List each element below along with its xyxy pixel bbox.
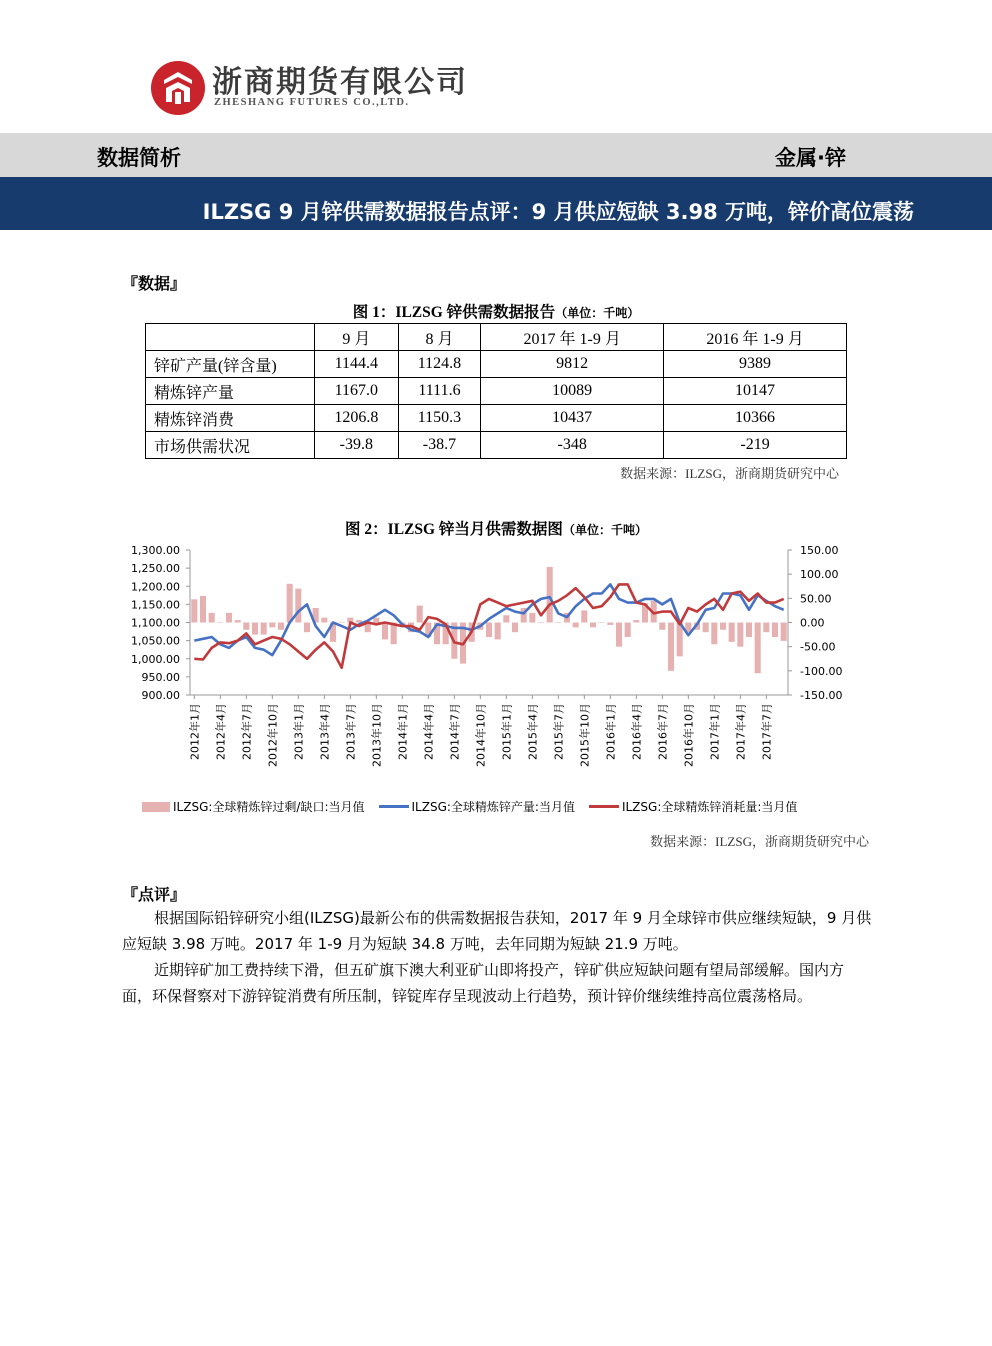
legend-swatch-bar — [142, 802, 170, 812]
bar-balance — [321, 618, 327, 623]
x-tick-label: 2013年10月 — [370, 703, 384, 767]
bar-balance — [235, 620, 241, 622]
bar-balance — [252, 623, 258, 635]
bar-balance — [599, 623, 605, 624]
chart-legend — [142, 798, 811, 815]
bar-balance — [200, 596, 206, 623]
bar-balance — [261, 623, 267, 635]
x-tick-label: 2016年1月 — [604, 703, 618, 760]
table-cell: 锌矿产量(锌含量) — [146, 351, 315, 378]
table-cell: 1167.0 — [315, 378, 399, 405]
x-tick-label: 2015年4月 — [526, 703, 540, 760]
x-tick-label: 2012年10月 — [266, 703, 280, 767]
x-tick-label: 2015年1月 — [500, 703, 514, 760]
table-cell: 1144.4 — [315, 351, 399, 378]
bar-balance — [573, 623, 579, 628]
bar-balance — [373, 618, 379, 623]
supply-demand-table — [145, 323, 847, 459]
table-cell: 1206.8 — [315, 405, 399, 432]
table-cell: -39.8 — [315, 432, 399, 459]
table-header-cell: 8 月 — [398, 324, 481, 351]
bar-balance — [287, 584, 293, 623]
x-tick-label: 2012年7月 — [240, 703, 254, 760]
x-tick-label: 2017年1月 — [708, 703, 722, 760]
table-cell: 10147 — [664, 378, 847, 405]
table-cell: 市场供需状况 — [146, 432, 315, 459]
category-label: 金属·锌 — [775, 146, 846, 170]
bar-balance — [295, 589, 301, 623]
left-tick-label: 950.00 — [141, 670, 180, 684]
bar-balance — [668, 623, 674, 671]
bar-balance — [590, 623, 596, 628]
table-row — [146, 351, 847, 378]
bar-balance — [269, 623, 275, 628]
report-type-label: 数据简析 — [97, 146, 181, 170]
bar-balance — [538, 623, 544, 624]
left-tick-label: 1,300.00 — [131, 544, 180, 557]
bar-balance — [781, 623, 787, 641]
right-tick-label: 50.00 — [800, 592, 832, 606]
bar-balance — [486, 623, 492, 638]
legend-label: ILZSG:全球精炼锌过剩/缺口:当月值 — [173, 800, 365, 814]
right-tick-label: 150.00 — [800, 544, 839, 557]
table-source-note: 数据来源：ILZSG，浙商期货研究中心 — [620, 466, 839, 481]
bar-balance — [191, 599, 197, 622]
x-tick-label: 2015年10月 — [578, 703, 592, 767]
left-tick-label: 1,250.00 — [131, 562, 180, 576]
bar-balance — [417, 606, 423, 623]
bar-balance — [616, 623, 622, 647]
bar-balance — [243, 623, 249, 630]
bar-balance — [607, 623, 613, 625]
x-tick-label: 2013年4月 — [318, 703, 332, 760]
table-header-cell — [146, 324, 315, 351]
right-tick-label: 0.00 — [800, 616, 825, 630]
left-tick-label: 1,150.00 — [131, 598, 180, 612]
company-logo — [150, 60, 206, 116]
bar-balance — [512, 623, 518, 633]
table-cell: 精炼锌消费 — [146, 405, 315, 432]
right-tick-label: -100.00 — [800, 664, 843, 678]
legend-item-balance — [142, 798, 365, 815]
right-tick-label: -150.00 — [800, 689, 843, 702]
table-cell: 9812 — [481, 351, 664, 378]
table-cell: 10089 — [481, 378, 664, 405]
line-production — [194, 584, 783, 655]
x-tick-label: 2014年10月 — [474, 703, 488, 767]
x-tick-label: 2014年1月 — [396, 703, 410, 760]
legend-item-production — [379, 798, 575, 815]
x-tick-label: 2016年7月 — [656, 703, 670, 760]
chart-source-note: 数据来源：ILZSG，浙商期货研究中心 — [650, 834, 869, 849]
table-cell: 精炼锌产量 — [146, 378, 315, 405]
x-tick-label: 2017年7月 — [760, 703, 774, 760]
x-tick-label: 2012年4月 — [214, 703, 228, 760]
table-header-cell: 2016 年 1-9 月 — [664, 324, 847, 351]
bar-balance — [711, 623, 717, 645]
table-cell: 10437 — [481, 405, 664, 432]
company-name-cn: 浙商期货有限公司 — [212, 65, 468, 100]
left-tick-label: 1,100.00 — [131, 616, 180, 630]
x-tick-label: 2015年7月 — [552, 703, 566, 760]
bar-balance — [503, 615, 509, 622]
table-row — [146, 378, 847, 405]
table-header-cell: 9 月 — [315, 324, 399, 351]
left-tick-label: 1,200.00 — [131, 580, 180, 594]
bar-balance — [495, 623, 501, 640]
right-tick-label: -50.00 — [800, 640, 836, 654]
legend-item-consumption — [589, 798, 797, 815]
bar-balance — [382, 623, 388, 640]
supply-demand-chart — [120, 540, 872, 795]
table-cell: 1111.6 — [398, 378, 481, 405]
bar-balance — [720, 623, 726, 630]
bar-balance — [581, 610, 587, 622]
bar-balance — [659, 623, 665, 630]
table-cell: 1124.8 — [398, 351, 481, 378]
bar-balance — [217, 623, 223, 624]
comment-paragraph: 根据国际铅锌研究小组(ILZSG)最新公布的供需数据报告获知，2017 年 9 月全球锌市供应继续短缺，9 月供应短缺 3.98 万吨。2017 年 1-9 月为短缺 34.8 万吨，去年同期为短缺 21.9 万吨。 — [122, 909, 872, 953]
bar-balance — [555, 623, 561, 624]
table-header-row — [146, 324, 847, 351]
bar-balance — [763, 623, 769, 633]
x-tick-label: 2016年10月 — [682, 703, 696, 767]
bar-balance — [633, 620, 639, 622]
section-heading-comment: 『点评』 — [122, 885, 187, 904]
bar-balance — [703, 623, 709, 633]
table-cell: -348 — [481, 432, 664, 459]
bar-balance — [625, 623, 631, 638]
bar-balance — [755, 623, 761, 674]
table-cell: -38.7 — [398, 432, 481, 459]
x-tick-label: 2014年7月 — [448, 703, 462, 760]
table-cell: 10366 — [664, 405, 847, 432]
legend-swatch-line — [379, 805, 409, 808]
bar-balance — [278, 623, 284, 630]
bar-balance — [304, 623, 310, 633]
company-name-en: ZHESHANG FUTURES CO.,LTD. — [214, 97, 410, 108]
x-tick-label: 2013年7月 — [344, 703, 358, 760]
chart-caption: 图 2：ILZSG 锌当月供需数据图（单位：千吨） — [345, 521, 647, 538]
x-tick-label: 2013年1月 — [292, 703, 306, 760]
legend-label: ILZSG:全球精炼锌消耗量:当月值 — [621, 800, 798, 814]
bar-balance — [746, 623, 752, 638]
table-header-cell: 2017 年 1-9 月 — [481, 324, 664, 351]
table-caption: 图 1：ILZSG 锌供需数据报告（单位：千吨） — [352, 304, 640, 321]
comment-paragraph: 近期锌矿加工费持续下滑，但五矿旗下澳大利亚矿山即将投产，锌矿供应短缺问题有望局部缓解。国内方面，环保督察对下游锌锭消费有所压制，锌锭库存呈现波动上行趋势，预计锌价继续维持高位震荡格局。 — [122, 961, 845, 1005]
x-tick-label: 2017年4月 — [734, 703, 748, 760]
left-tick-label: 1,000.00 — [131, 652, 180, 666]
table-cell: 1150.3 — [398, 405, 481, 432]
bar-balance — [339, 623, 345, 624]
x-tick-label: 2012年1月 — [188, 703, 202, 760]
table-row — [146, 432, 847, 459]
bar-balance — [772, 623, 778, 638]
bar-balance — [547, 567, 553, 623]
bar-balance — [529, 613, 535, 623]
x-tick-label: 2016年4月 — [630, 703, 644, 760]
legend-swatch-line — [589, 805, 619, 808]
left-tick-label: 900.00 — [141, 689, 180, 702]
left-tick-label: 1,050.00 — [131, 634, 180, 648]
bar-balance — [729, 623, 735, 642]
table-row — [146, 405, 847, 432]
bar-balance — [737, 623, 743, 647]
section-heading-data: 『数据』 — [122, 274, 187, 293]
table-cell: -219 — [664, 432, 847, 459]
right-tick-label: 100.00 — [800, 568, 839, 582]
table-cell: 9389 — [664, 351, 847, 378]
bar-balance — [209, 613, 215, 623]
bar-balance — [226, 613, 232, 623]
headline-title: ILZSG 9 月锌供需数据报告点评：9 月供应短缺 3.98 万吨，锌价高位震荡 — [202, 200, 914, 224]
x-tick-label: 2014年4月 — [422, 703, 436, 760]
legend-label: ILZSG:全球精炼锌产量:当月值 — [411, 800, 575, 814]
